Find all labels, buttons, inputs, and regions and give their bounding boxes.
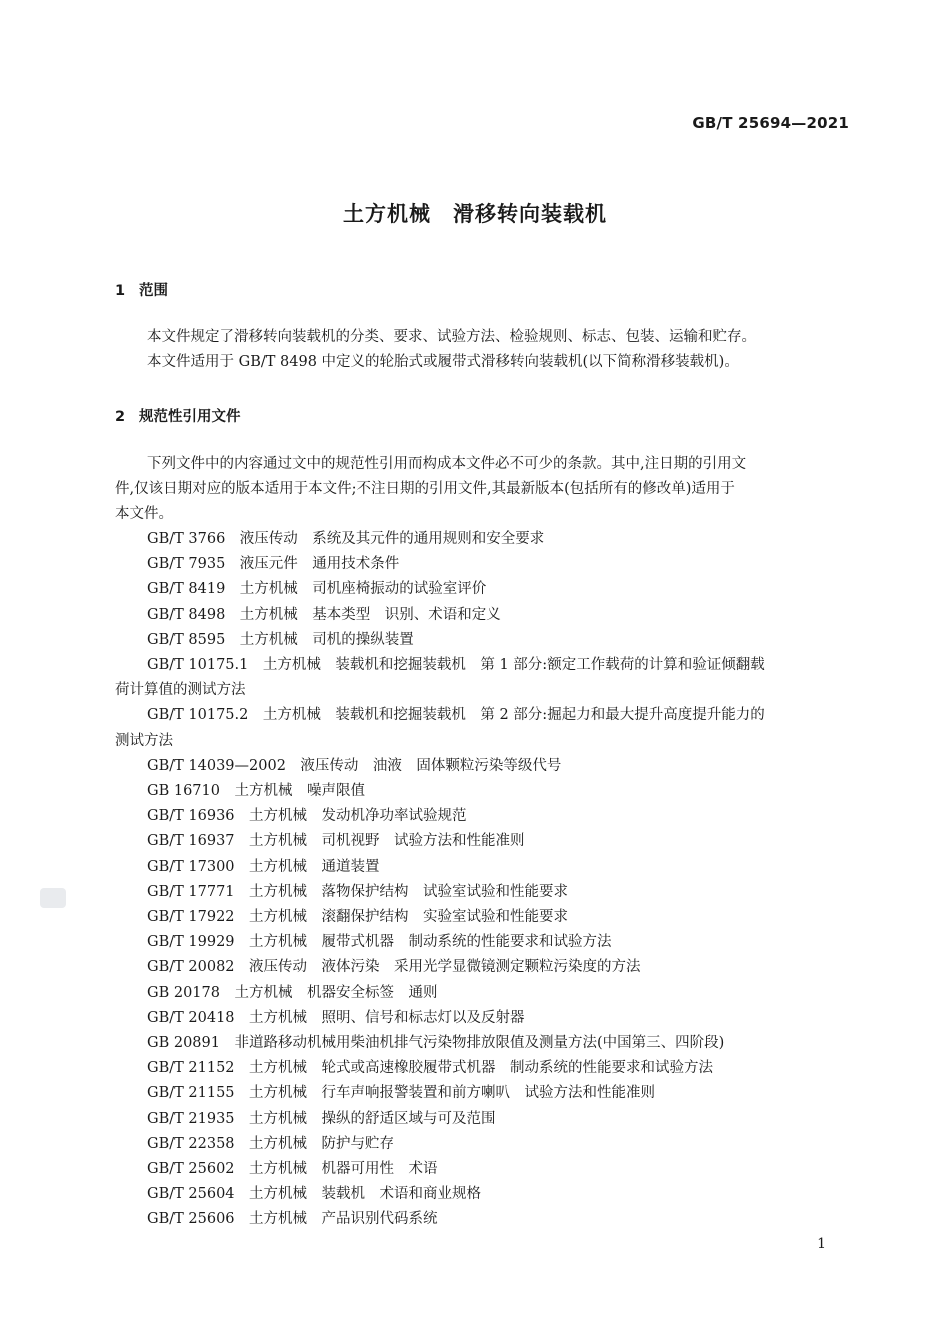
reference-text: GB/T 3766 液压传动 系统及其元件的通用规则和安全要求 [147,531,545,547]
reference-text: GB/T 20418 土方机械 照明、信号和标志灯以及反射器 [147,1009,525,1026]
sac-logo-watermark [40,888,66,908]
paragraph: 本文件规定了滑移转向装载机的分类、要求、试验方法、检验规则、标志、包装、运输和贮存。 [147,329,756,345]
reference-text: GB/T 21935 土方机械 操纵的舒适区域与可及范围 [147,1110,496,1127]
reference-text: GB/T 17922 土方机械 滚翻保护结构 实验室试验和性能要求 [147,909,569,926]
document-title: 土方机械 滑移转向装载机 [343,202,607,226]
reference-text-continued: 测试方法 [115,732,173,749]
reference-item [115,703,850,753]
reference-item [115,1006,850,1031]
reference-list [115,527,850,1233]
section-number: 2 [115,409,126,425]
reference-text: GB/T 17300 土方机械 通道装置 [147,858,380,875]
reference-text: GB/T 10175.1 土方机械 装载机和挖掘装载机 第 1 部分:额定工作载荷的计算和验证倾翻载 [147,657,765,674]
reference-text: GB/T 20082 液压传动 液体污染 采用光学显微镜测定颗粒污染度的方法 [147,959,641,976]
section-number: 1 [115,283,126,299]
reference-item [115,1182,850,1207]
reference-item [115,880,850,905]
reference-item [115,1207,850,1232]
reference-item [115,804,850,829]
reference-item [115,955,850,980]
reference-text: GB/T 25606 土方机械 产品识别代码系统 [147,1211,438,1228]
reference-text: GB/T 16937 土方机械 司机视野 试验方法和性能准则 [147,833,525,850]
reference-item [115,779,850,804]
reference-item [115,653,850,703]
reference-text: GB/T 21152 土方机械 轮式或高速橡胶履带式机器 制动系统的性能要求和试验方法 [147,1060,714,1077]
reference-text: GB/T 7935 液压元件 通用技术条件 [147,556,400,573]
reference-text: GB 20178 土方机械 机器安全标签 通则 [147,984,438,1001]
reference-item [115,577,850,602]
page-number: 1 [817,1236,826,1252]
reference-text: GB/T 25604 土方机械 装载机 术语和商业规格 [147,1186,482,1203]
reference-item [115,829,850,854]
standard-number: GB/T 25694—2021 [692,114,849,132]
reference-text: GB/T 25602 土方机械 机器可用性 术语 [147,1161,438,1178]
reference-text: GB/T 19929 土方机械 履带式机器 制动系统的性能要求和试验方法 [147,934,612,951]
reference-item [115,1132,850,1157]
reference-item [115,905,850,930]
reference-text: GB/T 16936 土方机械 发动机净功率试验规范 [147,808,467,825]
reference-item [115,1107,850,1132]
section-title: 规范性引用文件 [139,409,241,425]
reference-text: GB/T 10175.2 土方机械 装载机和挖掘装载机 第 2 部分:掘起力和最大提升高度提升能力的 [147,707,765,724]
reference-text: GB/T 8498 土方机械 基本类型 识别、术语和定义 [147,606,501,623]
reference-item [115,855,850,880]
reference-item [115,527,850,552]
reference-item [115,754,850,779]
reference-item [115,628,850,653]
reference-item [115,552,850,577]
section-2-heading [115,405,241,426]
reference-text: GB/T 21155 土方机械 行车声响报警装置和前方喇叭 试验方法和性能准则 [147,1085,656,1102]
paragraph: 本文件适用于 GB/T 8498 中定义的轮胎式或履带式滑移转向装载机(以下简称滑移装载机)。 [147,354,739,371]
paragraph-line: 件,仅该日期对应的版本适用于本文件;不注日期的引用文件,其最新版本(包括所有的修改单)适用于 [115,481,735,498]
reference-text: GB/T 22358 土方机械 防护与贮存 [147,1135,395,1152]
reference-text: GB/T 8595 土方机械 司机的操纵装置 [147,631,414,648]
paragraph-line: 本文件。 [115,506,173,523]
section-1-body [115,325,850,375]
reference-text: GB 16710 土方机械 噪声限值 [147,783,365,800]
reference-item [115,1157,850,1182]
reference-item [115,1081,850,1106]
reference-item [115,930,850,955]
reference-item [115,1056,850,1081]
reference-text: GB/T 8419 土方机械 司机座椅振动的试验室评价 [147,581,487,598]
section-1-heading [115,279,168,300]
reference-text: GB/T 17771 土方机械 落物保护结构 试验室试验和性能要求 [147,883,569,900]
reference-item [115,603,850,628]
section-2-intro [115,452,850,528]
reference-item [115,1031,850,1056]
reference-item [115,981,850,1006]
reference-text: GB/T 14039—2002 液压传动 油液 固体颗粒污染等级代号 [147,757,562,774]
paragraph-line: 下列文件中的内容通过文中的规范性引用而构成本文件必不可少的条款。其中,注日期的引用文 [147,456,747,472]
reference-text: GB 20891 非道路移动机械用柴油机排气污染物排放限值及测量方法(中国第三、四阶段) [147,1035,725,1052]
section-title: 范围 [139,283,168,299]
reference-text-continued: 荷计算值的测试方法 [115,682,246,699]
